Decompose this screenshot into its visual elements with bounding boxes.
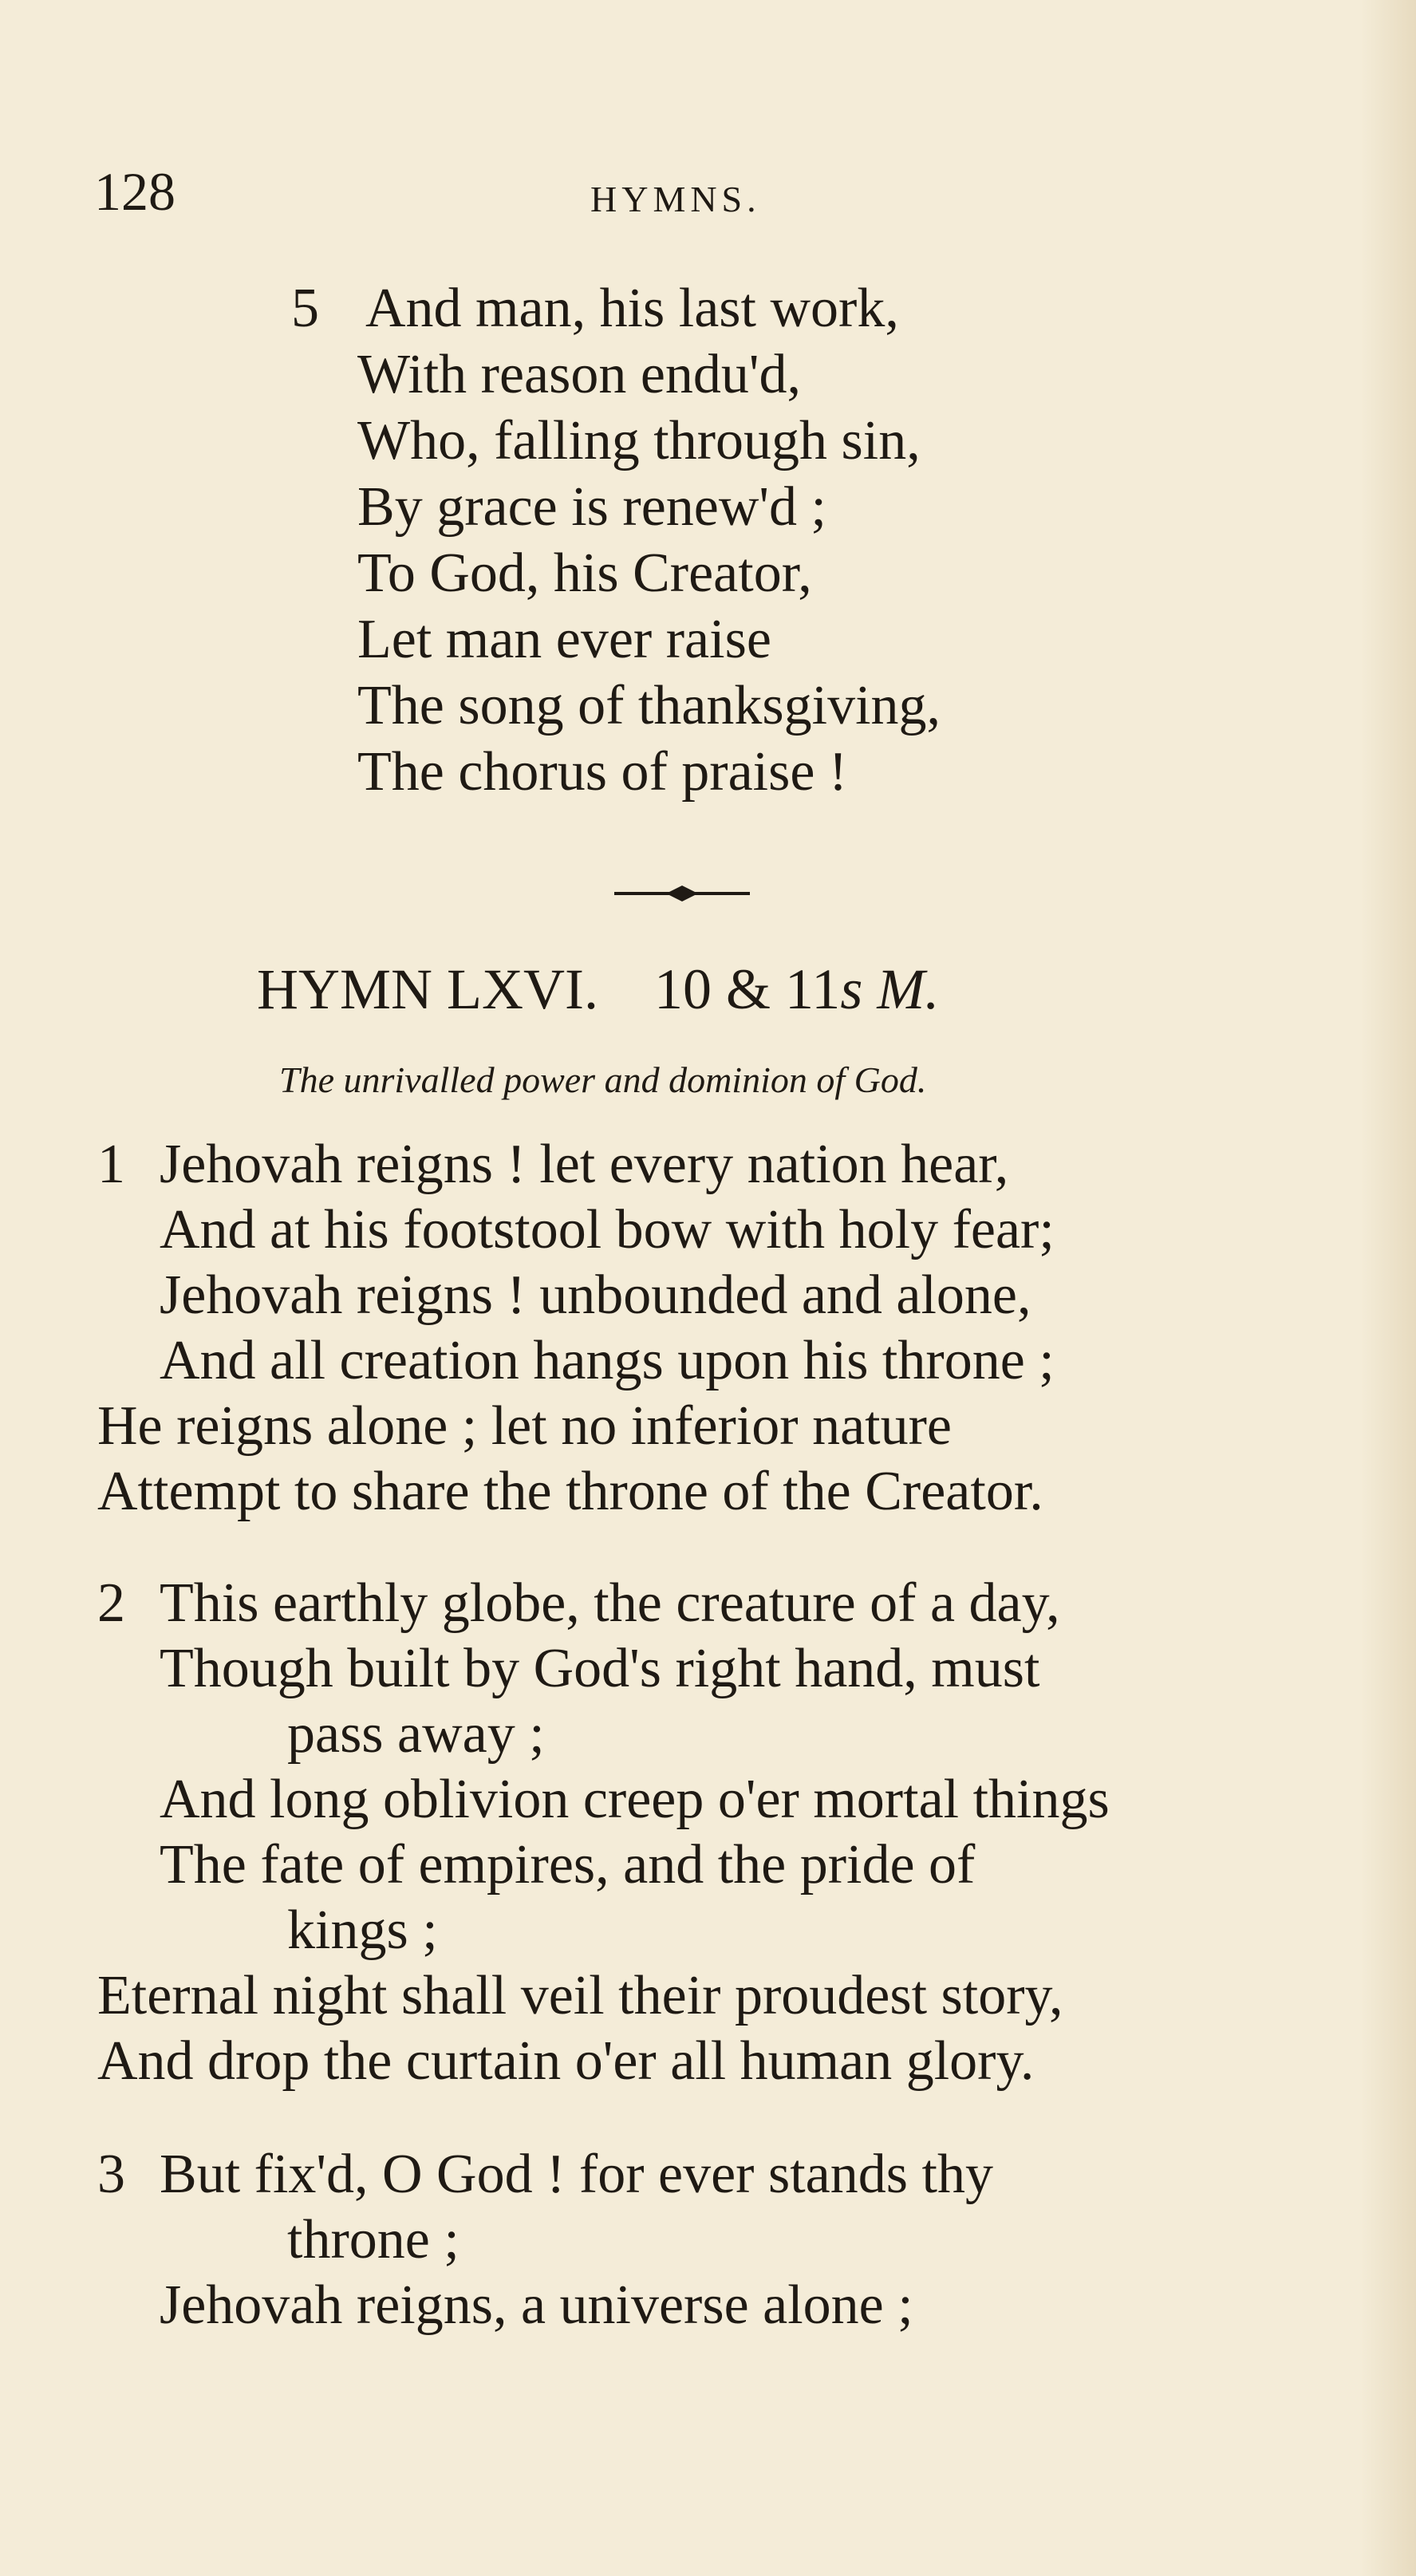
stanza-number: 5 (291, 278, 319, 339)
verse-line: Jehovah reigns ! let every nation hear, (160, 1134, 1009, 1195)
verse-line: Eternal night shall veil their proudest story, (97, 1965, 1063, 2026)
hymn-meter: 10 & 11s M. (653, 957, 940, 1021)
verse-line: The fate of empires, and the pride of (160, 1834, 976, 1896)
hymn-subtitle: The unrivalled power and dominion of God. (279, 1059, 927, 1100)
verse-line: And man, his last work, (365, 278, 899, 339)
stanza-number: 1 (97, 1134, 125, 1195)
verse-line: Who, falling through sin, (357, 410, 921, 471)
verse-line: With reason endu'd, (357, 344, 802, 405)
verse-line: Attempt to share the throne of the Creator. (97, 1461, 1043, 1522)
stanza-number: 2 (97, 1572, 125, 1634)
verse-line: throne ; (287, 2209, 460, 2270)
verse-line: Jehovah reigns, a universe alone ; (160, 2274, 913, 2336)
verse-line: And all creation hangs upon his throne ; (160, 1330, 1055, 1391)
verse-line: To God, his Creator, (357, 542, 812, 604)
verse-line: And at his footstool bow with holy fear; (160, 1199, 1055, 1260)
verse-line: Though built by God's right hand, must (160, 1638, 1040, 1699)
verse-line: The chorus of praise ! (357, 741, 848, 803)
section-divider-ornament (614, 878, 750, 909)
verse-line: Jehovah reigns ! unbounded and alone, (160, 1264, 1031, 1326)
verse-line: And drop the curtain o'er all human glory. (97, 2030, 1035, 2092)
running-head: HYMNS. (590, 179, 761, 219)
verse-line: He reigns alone ; let no inferior nature (97, 1395, 952, 1457)
verse-line: Let man ever raise (357, 609, 771, 670)
verse-line: kings ; (287, 1899, 438, 1961)
page-number: 128 (94, 161, 176, 222)
verse-line: This earthly globe, the creature of a day, (160, 1572, 1060, 1634)
verse-line: pass away ; (287, 1703, 545, 1765)
stanza-number: 3 (97, 2144, 125, 2205)
hymn-number: HYMN LXVI. (257, 957, 598, 1021)
page-header (0, 0, 1416, 239)
verse-line: By grace is renew'd ; (357, 476, 826, 538)
verse-line: And long oblivion creep o'er mortal things (160, 1769, 1110, 1830)
verse-line: But fix'd, O God ! for ever stands thy (160, 2144, 993, 2205)
hymn-title (257, 953, 939, 1025)
page-edge-shadow (1360, 0, 1416, 2576)
verse-line: The song of thanksgiving, (357, 675, 941, 736)
